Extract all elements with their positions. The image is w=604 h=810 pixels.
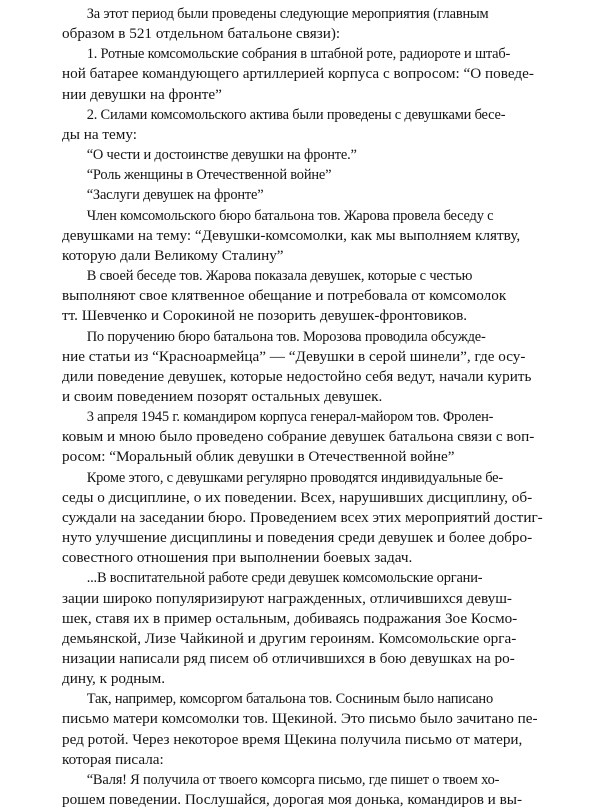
text-line: За этот период были проведены следующие мероприятия (главным [86, 5, 489, 22]
text-line: седы о дисциплине, о их поведении. Всех, нарушивших дисциплину, об- [62, 488, 533, 506]
text-line: “Валя! Я получила от твоего комсорга письмо, где пишет о твоем хо- [86, 770, 500, 788]
text-line: ды на тему: [62, 125, 137, 143]
document-page [62, 4, 580, 810]
paragraph-4 [62, 145, 580, 165]
text-line: которая писала: [62, 750, 164, 768]
text-line: тт. Шевченко и Сорокиной не позорить девушек-фронтовиков. [62, 307, 468, 325]
paragraph-2 [62, 44, 580, 104]
text-line: дили поведение девушек, которые недостойно себя ведут, начали курить [62, 367, 532, 385]
paragraph-5 [62, 165, 580, 185]
text-line: Так, например, комсоргом батальона тов. Сосниным было написано [86, 690, 493, 708]
paragraph-10 [62, 407, 580, 467]
text-line: 2. Силами комсомольского актива были проведены с девушками бесе- [86, 105, 506, 123]
text-line: низации написали ряд писем об отличившихся в бою девушках на ро- [62, 650, 515, 667]
text-line: шек, ставя их в пример остальным, добиваясь подражания Зое Космо- [62, 609, 518, 627]
text-line: образом в 521 отдельном батальоне связи): [62, 25, 341, 43]
text-line: дину, к родным. [62, 670, 166, 688]
paragraph-9 [62, 327, 580, 408]
paragraph-3 [62, 105, 580, 145]
text-line: выполняют свое клятвенное обещание и потребовала от комсомолок [62, 287, 507, 305]
paragraph-11 [62, 468, 580, 569]
text-line: 3 апреля 1945 г. командиром корпуса генерал-майором тов. Фролен- [86, 408, 494, 426]
text-line: В своей беседе тов. Жарова показала девушек, которые с честью [86, 267, 473, 285]
text-line: девушками на тему: “Девушки-комсомолки, как мы выполняем клятву, [62, 226, 521, 244]
paragraph-6 [62, 185, 580, 205]
text-line: По поручению бюро батальона тов. Морозова проводила обсужде- [86, 327, 486, 345]
text-line: совестного отношения при выполнении боевых задач. [62, 549, 413, 567]
text-line: росом: “Моральный облик девушки в Отечественной войне” [62, 448, 455, 466]
text-line: ред ротой. Через некоторое время Щекина получила письмо от матери, [62, 730, 523, 748]
text-line: ...В воспитательной работе среди девушек комсомольские органи- [86, 569, 483, 587]
paragraph-12 [62, 568, 580, 689]
text-line: письмо матери комсомолки тов. Щекиной. Это письмо было зачитано пе- [62, 710, 538, 728]
paragraph-13 [62, 689, 580, 770]
text-line: нии девушки на фронте” [62, 85, 222, 103]
text-line: “О чести и достоинстве девушки на фронте.” [86, 146, 357, 164]
paragraph-8 [62, 266, 580, 326]
text-line: суждали на заседании бюро. Проведением всех этих мероприятий достиг- [62, 508, 543, 526]
paragraph-7 [62, 206, 580, 266]
text-line: ние статьи из “Красноармейца” — “Девушки в серой шинели”, где осу- [62, 347, 526, 365]
text-line: рошем поведении. Послушайся, дорогая моя донька, командиров и вы- [62, 791, 523, 809]
text-line: и своим поведением позорят остальных девушек. [62, 387, 383, 405]
text-line: Член комсомольского бюро батальона тов. Жарова провела беседу с [86, 206, 494, 224]
text-line: Кроме этого, с девушками регулярно проводятся индивидуальные бе- [86, 468, 503, 486]
text-line: 1. Ротные комсомольские собрания в штабной роте, радиороте и штаб- [86, 45, 511, 63]
text-line: “Заслуги девушек на фронте” [86, 186, 264, 204]
paragraph-1 [62, 4, 580, 44]
text-line: ковым и мною было проведено собрание девушек батальона связи с воп- [62, 428, 535, 446]
text-line: нуто улучшение дисциплины и поведения среди девушек и более добро- [62, 529, 533, 547]
text-line: ной батарее командующего артиллерией корпуса с вопросом: “О поведе- [62, 65, 534, 83]
text-line: “Роль женщины в Отечественной войне” [86, 166, 332, 184]
text-line: демьянской, Лизе Чайкиной и другим героиням. Комсомольские орга- [62, 629, 517, 647]
text-line: зации широко популяризируют награжденных, отличившихся девуш- [62, 589, 512, 607]
paragraph-14 [62, 770, 580, 810]
text-line: которую дали Великому Сталину” [62, 246, 284, 264]
